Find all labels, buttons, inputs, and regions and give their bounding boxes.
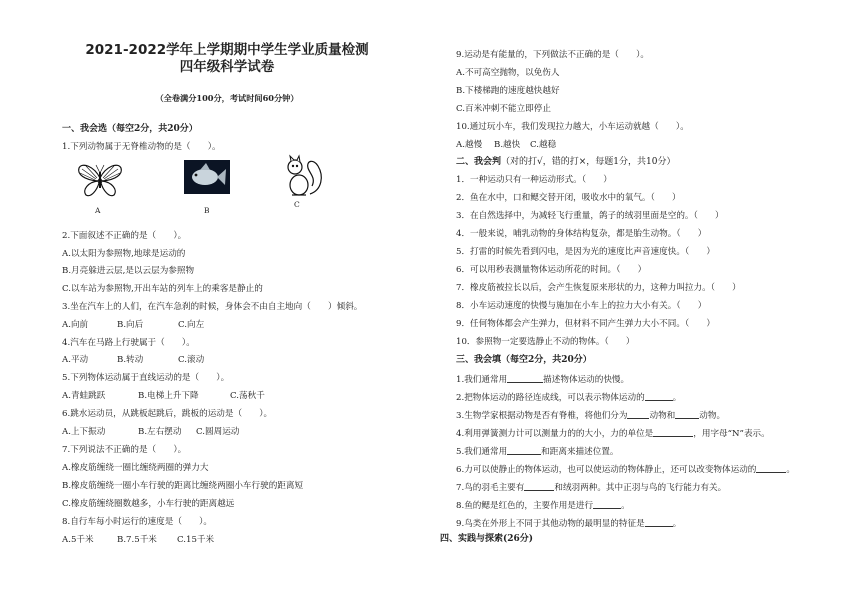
question-1: 1.下列动物属于无脊椎动物的是（ ）。 (62, 142, 221, 152)
question-6-option-c: C.圆周运动 (196, 427, 240, 437)
question-10-option-a: A.越慢 (456, 140, 483, 150)
fill-item-6: 6.力可以使静止的物体运动，也可以使运动的物体静止，还可以改变物体运动的 。 (456, 465, 795, 475)
judge-item-3: 3．在自然选择中，为减轻飞行重量，鸽子的绒羽里面是空的。（ ） (456, 211, 724, 221)
question-10-option-c: C.越稳 (530, 140, 557, 150)
fill-item-2: 2.把物体运动的路径连成线，可以表示物体运动的 。 (456, 393, 682, 403)
question-9-option-a: A.不可高空抛物，以免伤人 (456, 68, 560, 78)
fill-item-4: 4.利用弹簧测力计可以测量力的的大小，力的单位是 ，用字母“N”表示。 (456, 429, 770, 439)
judge-item-4: 4．一般来说，哺乳动物的身体结构复杂，都是胎生动物。（ ） (456, 229, 707, 239)
question-4-option-b: B.转动 (117, 355, 144, 365)
question-3: 3.坐在汽车上的人们，在汽车急刹的时候，身体会不由自主地向（ ）倾斜。 (62, 302, 363, 312)
exam-note: （全卷满分100分，考试时间60分钟） (155, 93, 299, 103)
question-9: 9.运动是有能量的，下列做法不正确的是（ ）。 (456, 50, 649, 60)
fish-image (184, 160, 230, 194)
fill-item-1: 1.我们通常用 描述物体运动的快慢。 (456, 375, 630, 385)
fill-item-8: 8.鱼的鳃是红色的，主要作用是进行 。 (456, 501, 630, 511)
fill-item-9: 9.鸟类在外形上不同于其他动物的最明显的特征是 。 (456, 519, 682, 529)
section2-heading: 二、我会判（对的打√，错的打×，每题1分，共10分） (456, 157, 676, 167)
question-8-option-a: A.5千米 (62, 535, 94, 545)
question-4: 4.汽车在马路上行驶属于（ ）。 (62, 338, 195, 348)
question-8-option-b: B.7.5千米 (117, 535, 157, 545)
option-label-c: C (294, 200, 300, 209)
section4-heading: 四、实践与探索(26分) (440, 534, 534, 544)
judge-item-9: 9．任何物体都会产生弹力，但材料不同产生弹力大小不同。（ ） (456, 319, 715, 329)
exam-title-line2: 四年级科学试卷 (179, 59, 275, 75)
question-5-option-c: C.荡秋千 (230, 391, 265, 401)
question-6-option-b: B.左右摆动 (138, 427, 182, 437)
exam-title-line1: 2021-2022学年上学期期中学生学业质量检测 (85, 42, 369, 58)
judge-item-8: 8．小车运动速度的快慢与施加在小车上的拉力大小有关。（ ） (456, 301, 707, 311)
question-2-option-c: C.以车站为参照物,开出车站的列车上的乘客是静止的 (62, 284, 263, 294)
question-9-option-b: B.下楼梯跑的速度越快越好 (456, 86, 560, 96)
fill-item-7: 7.鸟的羽毛主要有 和绒羽两种。其中正羽与鸟的飞行能力有关。 (456, 483, 727, 493)
question-3-option-a: A.向前 (62, 320, 89, 330)
judge-item-5: 5．打雷的时候先看到闪电，是因为光的速度比声音速度快。（ ） (456, 247, 715, 257)
question-10-option-b: B.越快 (494, 140, 521, 150)
judge-item-7: 7．橡皮筋被拉长以后，会产生恢复原来形状的力，这种力叫拉力。（ ） (456, 283, 741, 293)
section1-heading: 一、我会选（每空2分，共20分） (62, 124, 198, 134)
question-9-option-c: C.百米冲刺不能立即停止 (456, 104, 551, 114)
question-2-option-b: B.月亮躲进云层,是以云层为参照物 (62, 266, 195, 276)
question-6-option-a: A.上下振动 (62, 427, 106, 437)
option-label-a: A (95, 206, 101, 215)
question-3-option-c: C.向左 (178, 320, 205, 330)
butterfly-image (76, 160, 124, 200)
judge-item-2: 2．鱼在水中，口和鳃交替开闭，吸收水中的氧气。（ ） (456, 193, 681, 203)
question-7-option-c: C.橡皮筋缠绕圈数越多，小车行驶的距离越远 (62, 499, 235, 509)
question-7-option-b: B.橡皮筋缠绕一圈小车行驶的距离比缠绕两圈小车行驶的距离短 (62, 481, 304, 491)
question-3-option-b: B.向后 (117, 320, 144, 330)
question-7-option-a: A.橡皮筋缠绕一圈比缠绕两圈的弹力大 (62, 463, 209, 473)
question-8-option-c: C.15千米 (177, 535, 215, 545)
option-label-b: B (204, 206, 210, 215)
question-6: 6.跳水运动员，从跳板起跳后，跳板的运动是（ ）。 (62, 409, 273, 419)
squirrel-image (282, 154, 326, 200)
judge-item-6: 6．可以用秒表测量物体运动所花的时间。（ ） (456, 265, 647, 275)
question-4-option-a: A.平动 (62, 355, 89, 365)
judge-item-10: 10．参照物一定要选静止不动的物体。（ ） (456, 337, 635, 347)
question-5-option-a: A.青蛙跳跃 (62, 391, 106, 401)
fill-item-3: 3.生物学家根据动物是否有脊椎，将他们分为 动物和 动物。 (456, 411, 726, 421)
judge-item-1: 1．一种运动只有一种运动形式。（ ） (456, 175, 612, 185)
question-5: 5.下列物体运动属于直线运动的是（ ）。 (62, 373, 230, 383)
question-2: 2.下面叙述不正确的是（ ）。 (62, 231, 187, 241)
question-2-option-a: A.以太阳为参照物,地球是运动的 (62, 249, 186, 259)
question-7: 7.下列说法不正确的是（ ）。 (62, 445, 187, 455)
question-8: 8.自行车每小时运行的速度是（ ）。 (62, 517, 212, 527)
fill-item-5: 5.我们通常用 和距离来描述位置。 (456, 447, 619, 457)
question-4-option-c: C.滚动 (178, 355, 205, 365)
question-5-option-b: B.电梯上升下降 (138, 391, 199, 401)
section3-heading: 三、我会填（每空2分，共20分） (456, 355, 592, 365)
question-10: 10.通过玩小车，我们发现拉力越大，小车运动就越（ ）。 (456, 122, 689, 132)
